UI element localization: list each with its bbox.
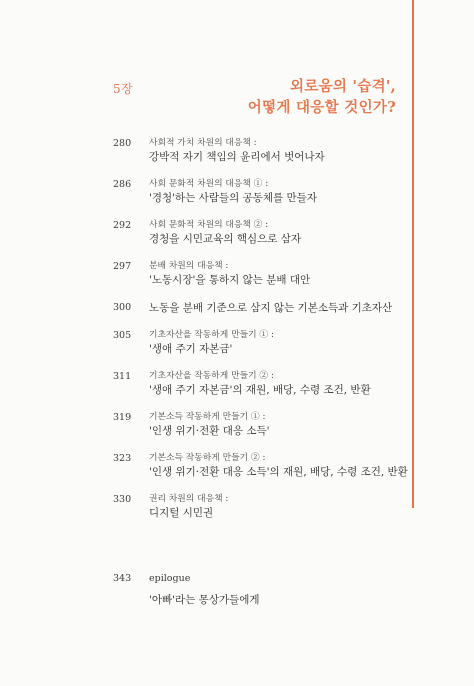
toc-page-number: 280	[113, 138, 132, 149]
toc-title: '인생 위기·전환 대응 소득'	[149, 425, 270, 437]
toc-page-number: 292	[113, 220, 132, 231]
toc-subtitle: 기초자산을 작동하게 만들기 ② :	[149, 371, 274, 381]
toc-entry[interactable]	[113, 370, 413, 398]
chapter-number: 5장	[113, 82, 134, 96]
toc-subtitle: 분배 차원의 대응책 :	[149, 261, 229, 271]
toc-subtitle: 사회적 가치 차원의 대응책 :	[149, 138, 257, 148]
toc-title: 디지털 시민권	[149, 507, 214, 519]
toc-entry[interactable]	[113, 178, 413, 206]
epilogue-entry[interactable]	[113, 573, 413, 607]
toc-subtitle: 사회 문화적 차원의 대응책 ① :	[149, 179, 269, 189]
toc-title: 강박적 자기 책임의 윤리에서 벗어나자	[149, 151, 325, 163]
toc-subtitle: 사회 문화적 차원의 대응책 ② :	[149, 220, 269, 230]
table-of-contents	[113, 137, 413, 534]
toc-subtitle: 기본소득 작동하게 만들기 ① :	[149, 412, 266, 422]
toc-page-number: 311	[113, 371, 132, 382]
toc-page-number: 297	[113, 261, 132, 272]
toc-subtitle: 기본소득 작동하게 만들기 ② :	[149, 453, 266, 463]
toc-page-number: 330	[113, 494, 132, 505]
toc-entry[interactable]	[113, 301, 413, 316]
toc-entry[interactable]	[113, 411, 413, 439]
toc-entry[interactable]	[113, 219, 413, 247]
toc-title: '생애 주기 자본금'	[149, 343, 233, 355]
toc-subtitle: 기초자산을 작동하게 만들기 ① :	[149, 330, 274, 340]
toc-entry[interactable]	[113, 493, 413, 521]
toc-entry[interactable]	[113, 260, 413, 288]
toc-title: '인생 위기·전환 대응 소득'의 재원, 배당, 수령 조건, 반환	[149, 466, 408, 478]
toc-title: '노동시장'을 통하지 않는 분배 대안	[149, 274, 311, 286]
toc-entry[interactable]	[113, 329, 413, 357]
epilogue-title: '아빠'라는 몽상가들에게	[149, 594, 260, 606]
toc-page-number: 305	[113, 330, 132, 341]
toc-title: '경청'하는 사람들의 공동체를 만들자	[149, 192, 317, 204]
toc-page-number: 286	[113, 179, 132, 190]
chapter-title-line-1: 외로움의 '습격',	[289, 78, 396, 95]
toc-title: 노동을 분배 기준으로 삼지 않는 기본소득과 기초자산	[149, 302, 393, 314]
chapter-title	[248, 76, 396, 118]
toc-page-number: 300	[113, 302, 132, 313]
epilogue-page-number: 343	[113, 573, 132, 584]
toc-title: '생애 주기 자본금'의 재원, 배당, 수령 조건, 반환	[149, 384, 371, 396]
toc-subtitle: 권리 차원의 대응책 :	[149, 494, 229, 504]
chapter-title-line-2: 어떻게 대응할 것인가?	[247, 99, 396, 116]
toc-entry[interactable]	[113, 452, 413, 480]
toc-page-number: 319	[113, 412, 132, 423]
toc-entry[interactable]	[113, 137, 413, 165]
toc-title: 경청을 시민교육의 핵심으로 삼자	[149, 233, 302, 245]
epilogue-label: epilogue	[149, 573, 191, 584]
toc-page-number: 323	[113, 453, 132, 464]
